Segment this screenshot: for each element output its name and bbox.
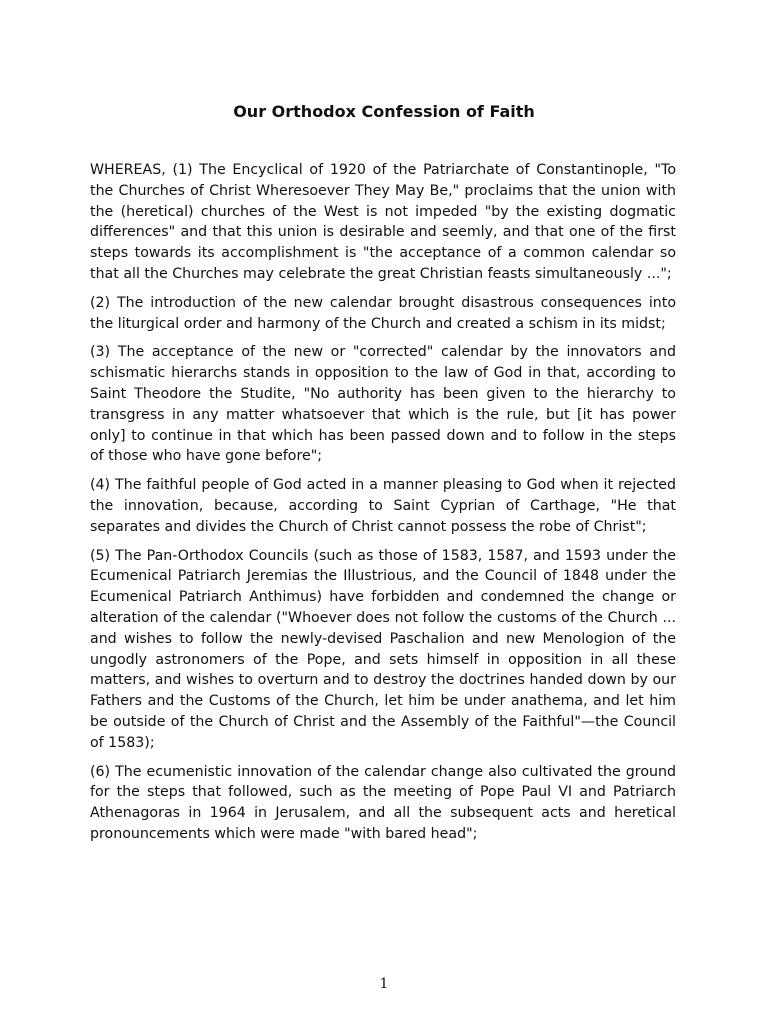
paragraph-6: (6) The ecumenistic innovation of the calendar change also cultivated the ground for the steps that followed, such as the meeting of Pope Paul VI and Patriarch Athenagoras in 1964 in Jerusalem, and all the subsequent acts and heretical pronouncements which were made "with bared head"; [90,763,676,842]
paragraph-3: (3) The acceptance of the new or "corrected" calendar by the innovators and schismatic hierarchs stands in opposition to the law of God in that, according to Saint Theodore the Studite, "No authority has been given to the hierarchy to transgress in any matter whatsoever that which is the rule, but [it has power only] to continue in that which has been passed down and to follow in the steps of those who have gone before"; [90,344,676,465]
paragraph-1: WHEREAS, (1) The Encyclical of 1920 of the Patriarchate of Constantinople, "To the Churches of Christ Wheresoever They May Be," proclaims that the union with the (heretical) churches of the West is not impeded "by the existing dogmatic differences" and that this union is desirable and seemly, and that one of the first steps towards its accomplishment is "the acceptance of a common calendar so that all the Churches may celebrate the great Christian feasts simultaneously ..."; [90,162,676,282]
paragraph-4: (4) The faithful people of God acted in a manner pleasing to God when it rejected the innovation, because, according to Saint Cyprian of Carthage, "He that separates and divides the Church of Christ cannot possess the robe of Christ"; [90,477,676,535]
page-number: 1 [379,976,389,992]
document-body [90,160,676,853]
paragraph-5: (5) The Pan-Orthodox Councils (such as those of 1583, 1587, and 1593 under the Ecumenical Patriarch Jeremias the Illustrious, and the Council of 1848 under the Ecumenical Patriarch Anthimus) have forbidden and condemned the change or alteration of the calendar ("Whoever does not follow the customs of the Church ... and wishes to follow the newly-devised Paschalion and new Menologion of the ungodly astronomers of the Pope, and sets himself in opposition in all these matters, and wishes to overturn and to destroy the doctrines handed down by our Fathers and the Customs of the Church, let him be under anathema, and let him be outside of the Church of Christ and the Assembly of the Faithful"—the Council of 1583); [90,547,676,751]
paragraph-2: (2) The introduction of the new calendar brought disastrous consequences into the liturgical order and harmony of the Church and created a schism in its midst; [90,294,676,332]
document-title: Our Orthodox Confession of Faith [233,102,535,121]
